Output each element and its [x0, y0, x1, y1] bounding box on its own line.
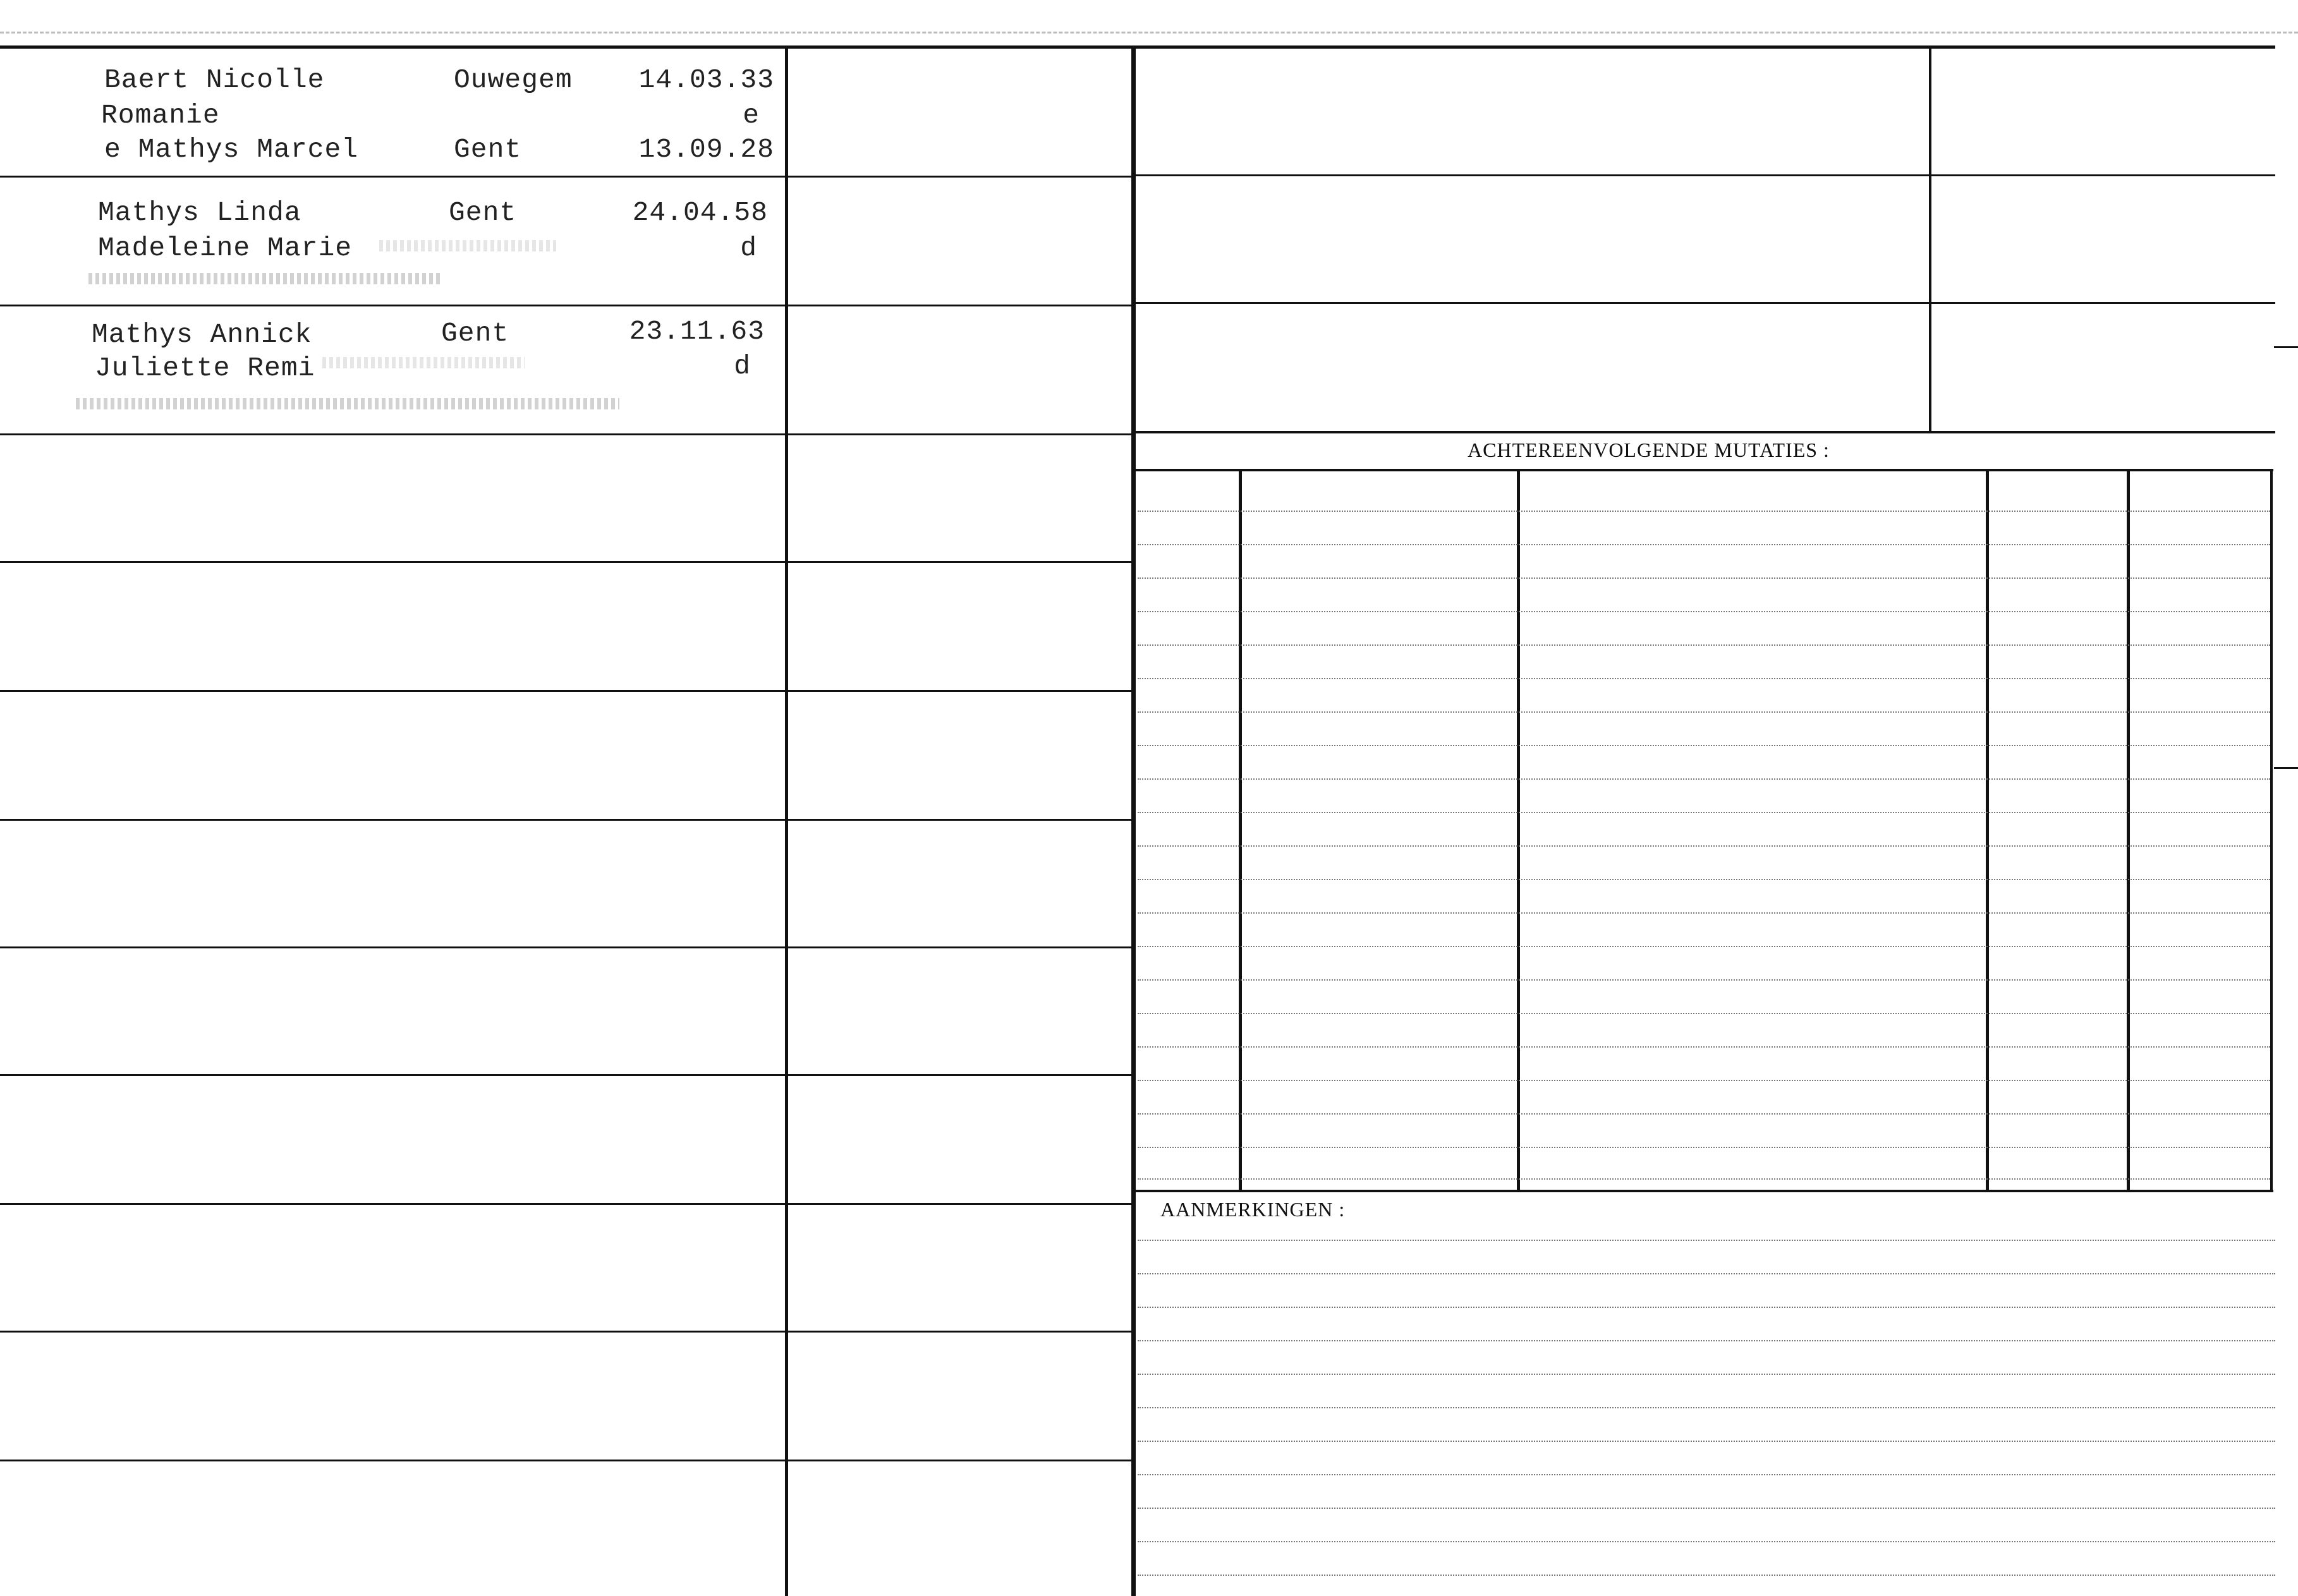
ruled-line [1138, 1178, 2270, 1180]
person-name-line: Romanie [101, 100, 220, 131]
remarks-title: AANMERKINGEN : [1160, 1198, 1346, 1221]
right-upper-col-divider [1929, 45, 1931, 433]
birth-date: 13.09.28 [638, 134, 774, 165]
ruled-line [1138, 711, 2270, 713]
ruled-line [1138, 1441, 2275, 1442]
ruled-line [1138, 1541, 2275, 1542]
row-separator [0, 819, 1131, 821]
top-border [0, 45, 2275, 49]
ruled-line [1138, 1147, 2270, 1148]
row-separator [0, 176, 1131, 178]
ruled-line [1138, 1113, 2270, 1115]
ruled-line [1138, 1575, 2275, 1576]
scan-top-edge [0, 32, 2298, 33]
birth-date: 23.11.63 [629, 316, 765, 347]
ruled-line [1138, 1273, 2275, 1274]
birth-date: 14.03.33 [638, 64, 774, 95]
relation-code: e [743, 100, 760, 131]
ruled-line [1138, 644, 2270, 646]
row-separator [0, 946, 1131, 948]
row-separator [0, 1460, 1131, 1461]
ruled-line [1138, 812, 2270, 813]
ruled-line [1138, 1013, 2270, 1014]
row-separator [0, 1203, 1131, 1205]
person-name-line: Juliette Remi [95, 353, 315, 384]
row-separator [0, 1074, 1131, 1076]
row-separator [0, 1331, 1131, 1333]
birth-date: 24.04.58 [632, 197, 768, 228]
left-col-divider [785, 45, 788, 1596]
row-separator [0, 561, 1131, 563]
ruled-line [1138, 1407, 2275, 1408]
ruled-line [1138, 1307, 2275, 1308]
ruled-line [1138, 1240, 2275, 1241]
birthplace: Ouwegem [454, 64, 573, 95]
row-separator [0, 690, 1131, 692]
person-name-line: Baert Nicolle [104, 64, 325, 95]
person-name-line: Madeleine Marie [98, 233, 353, 263]
relation-code: d [740, 233, 757, 263]
ruled-line [1138, 946, 2270, 947]
ruled-line [1138, 577, 2270, 579]
ruled-line [1138, 1080, 2270, 1081]
ruled-line [1138, 879, 2270, 880]
mutations-header-rule [1136, 469, 2273, 471]
erased-text-smudge [88, 273, 442, 284]
mutations-bottom-rule [1136, 1190, 2273, 1192]
margin-tick [2274, 767, 2298, 769]
row-separator [0, 433, 1131, 435]
center-divider [1131, 45, 1136, 1596]
relation-code: d [734, 351, 751, 382]
mutations-right-border [2270, 469, 2273, 1190]
mutations-title: ACHTEREENVOLGENDE MUTATIES : [1468, 438, 1830, 461]
erased-text-smudge [379, 240, 556, 251]
person-name-line: Mathys Annick [92, 319, 312, 350]
birthplace: Gent [441, 318, 509, 349]
ruled-line [1138, 544, 2270, 545]
ruled-line [1138, 1340, 2275, 1341]
ruled-line [1138, 912, 2270, 914]
ruled-line [1138, 1508, 2275, 1509]
ruled-line [1138, 611, 2270, 612]
ruled-line [1138, 979, 2270, 981]
margin-tick [2274, 346, 2298, 348]
right-row-separator [1136, 174, 2275, 176]
ruled-line [1138, 778, 2270, 780]
ruled-line [1138, 1374, 2275, 1375]
ruled-line [1138, 745, 2270, 746]
ruled-line [1138, 1474, 2275, 1475]
person-name-line: e Mathys Marcel [104, 134, 359, 165]
erased-text-smudge [322, 357, 525, 368]
ruled-line [1138, 845, 2270, 847]
erased-text-smudge [76, 398, 619, 409]
ruled-line [1138, 1046, 2270, 1048]
person-name-line: Mathys Linda [98, 197, 301, 228]
right-row-separator [1136, 302, 2275, 304]
birthplace: Gent [454, 134, 522, 165]
row-separator [0, 305, 1131, 306]
ruled-line [1138, 511, 2270, 512]
ruled-line [1138, 678, 2270, 679]
right-row-separator [1136, 431, 2275, 433]
birthplace: Gent [449, 197, 517, 228]
